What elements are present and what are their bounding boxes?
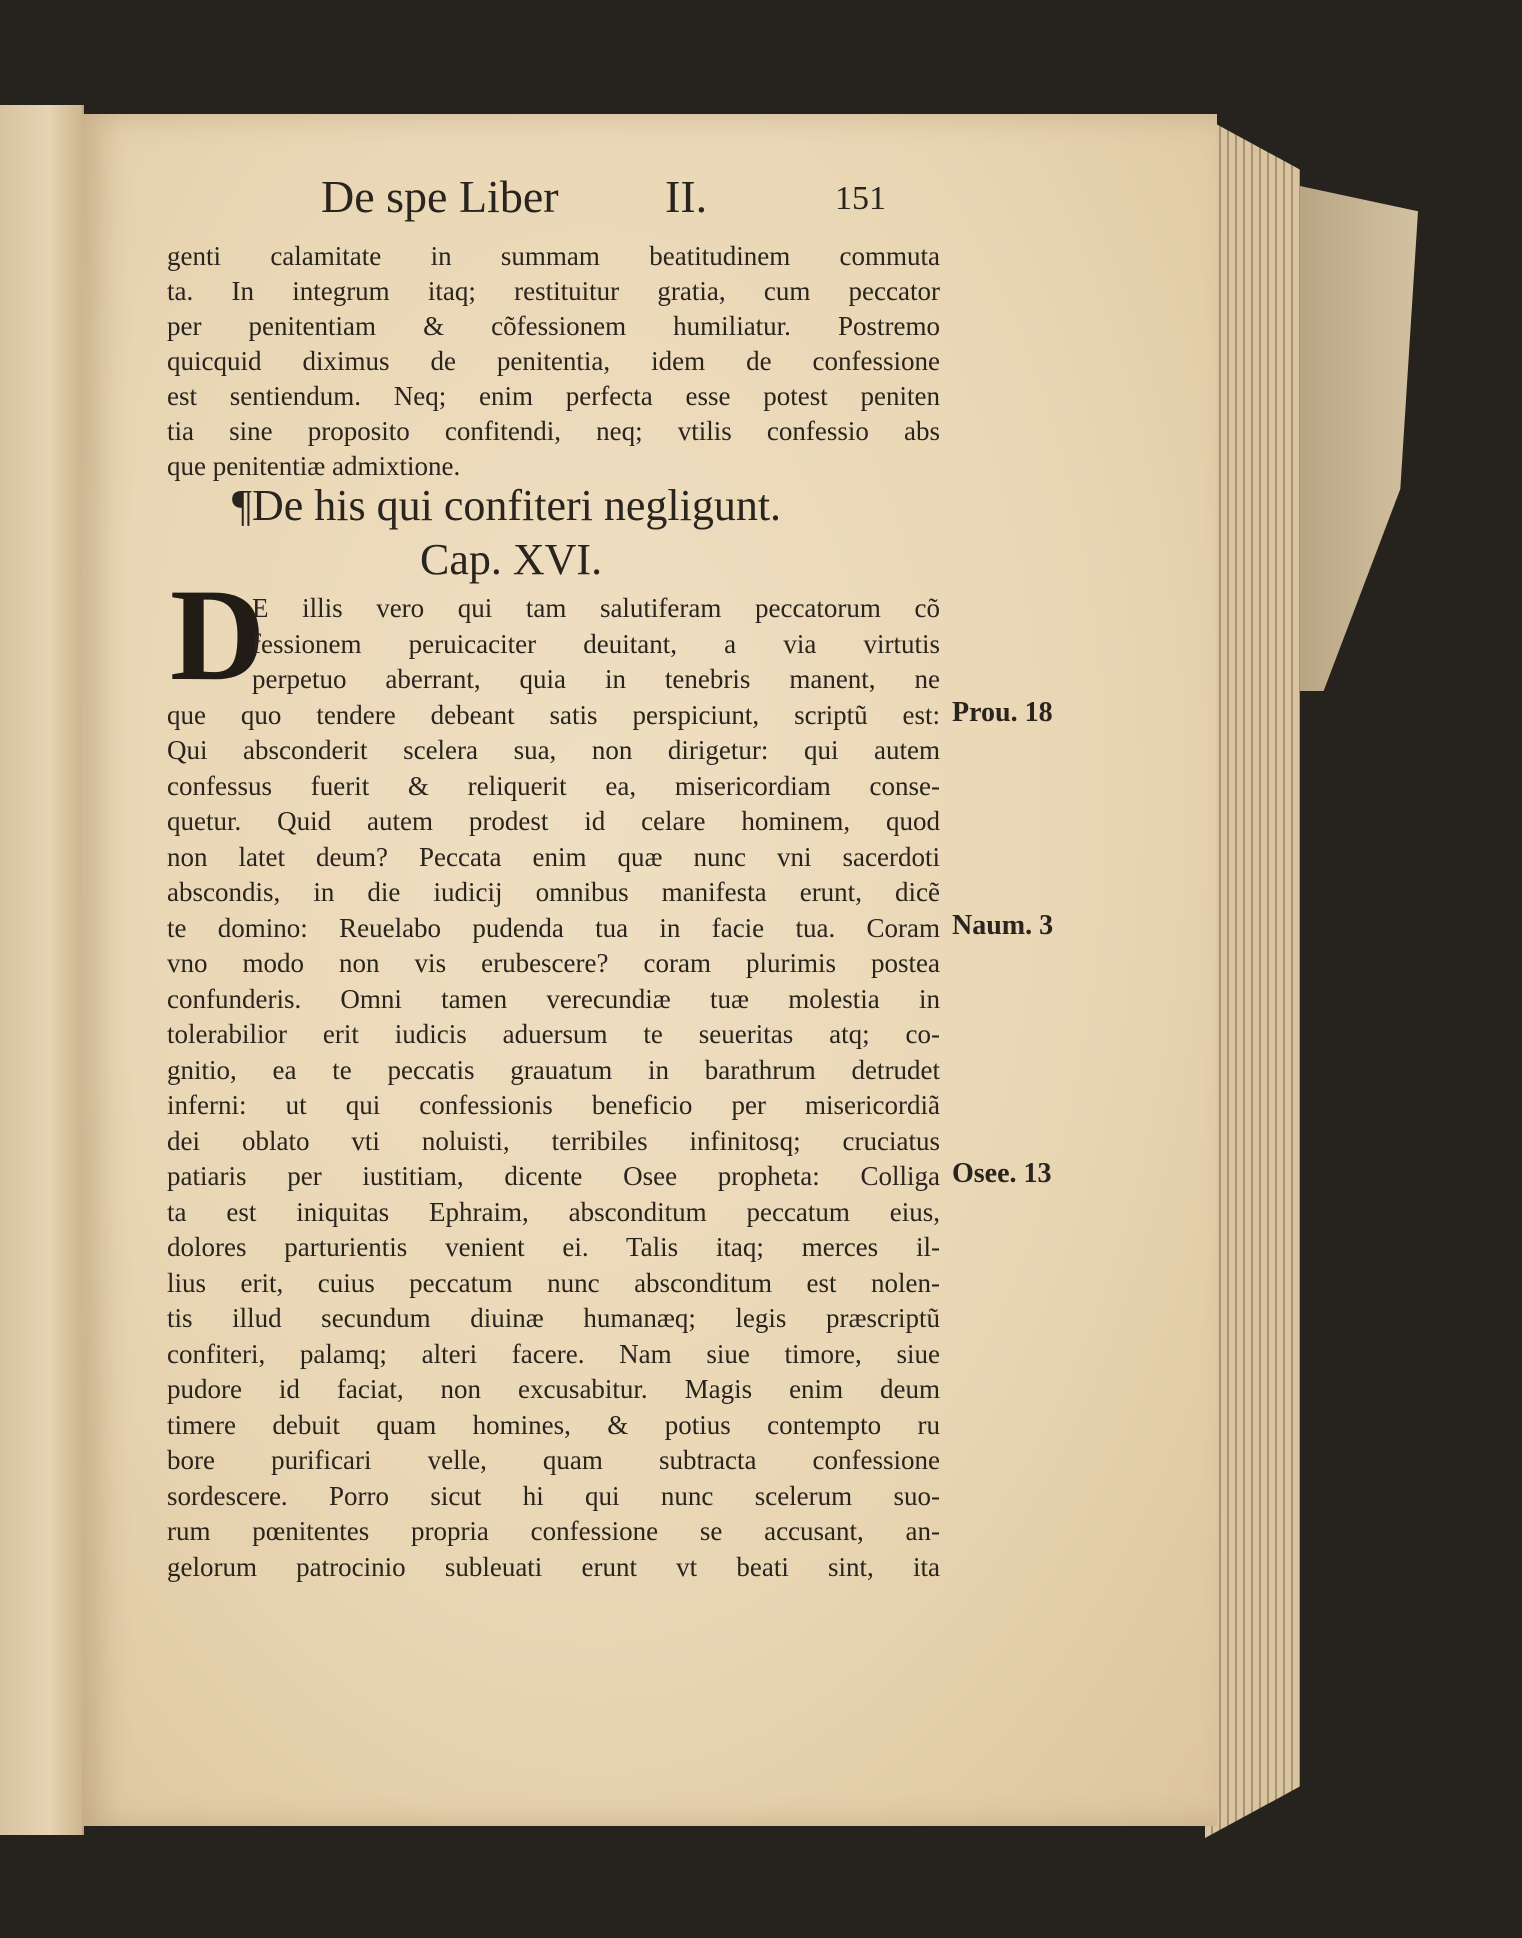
text-line: perpetuo aberrant, quia in tenebris manent, ne: [252, 664, 940, 694]
section-title-text: De his qui confiteri negligunt.: [251, 481, 782, 530]
text-line: confessus fuerit & reliquerit ea, misericordiam conse-: [167, 770, 940, 801]
paper-tab: [1300, 186, 1418, 691]
text-line: per penitentiam & cõfessionem humiliatur. Postremo: [167, 311, 940, 341]
text-line: gnitio, ea te peccatis grauatum in barathrum detrudet: [167, 1054, 940, 1085]
text-line: dei oblato vti noluisti, terribiles infinitosq; cruciatus: [167, 1125, 940, 1156]
text-line: est sentiendum. Neq; enim perfecta esse potest peniten: [167, 381, 940, 411]
text-line: tolerabilior erit iudicis aduersum te seueritas atq; co-: [167, 1019, 940, 1049]
book-number: II.: [665, 171, 708, 222]
page-edges: [1205, 118, 1300, 1838]
text-line: E illis vero qui tam salutiferam peccatorum cõ: [252, 593, 940, 623]
text-line: confiteri, palamq; alteri facere. Nam siue timore, siue: [167, 1338, 940, 1369]
running-title: De spe Liber: [321, 171, 559, 222]
text-line: lius erit, cuius peccatum nunc absconditum est nolen-: [167, 1267, 940, 1298]
text-line: sordescere. Porro sicut hi qui nunc scelerum suo-: [167, 1480, 940, 1511]
text-line: confunderis. Omni tamen verecundiæ tuæ molestia in: [167, 983, 940, 1014]
chapter-number: Cap. XVI.: [420, 535, 603, 584]
text-line: tis illud secundum diuinæ humanæq; legis præscriptũ: [167, 1303, 940, 1333]
text-line: ta est iniquitas Ephraim, absconditum peccatum eius,: [167, 1196, 940, 1227]
pilcrow-icon: ¶: [232, 481, 252, 530]
facing-left-page: [0, 105, 84, 1835]
text-line: quetur. Quid autem prodest id celare hominem, quod: [167, 806, 940, 836]
section-title: [232, 480, 781, 531]
text-line: dolores parturientis venient ei. Talis itaq; merces il-: [167, 1232, 940, 1262]
text-line: rum pœnitentes propria confessione se accusant, an-: [167, 1516, 940, 1546]
marginal-note: Prou. 18: [952, 696, 1053, 728]
text-line: genti calamitate in summam beatitudinem commuta: [167, 241, 940, 271]
text-line: que quo tendere debeant satis perspiciunt, scriptũ est:: [167, 699, 940, 730]
text-line: inferni: ut qui confessionis beneficio per misericordiã: [167, 1090, 940, 1120]
text-line: tia sine proposito confitendi, neq; vtilis confessio abs: [167, 416, 940, 446]
page-number: 151: [835, 180, 886, 217]
text-line: patiaris per iustitiam, dicente Osee propheta: Colliga: [167, 1161, 940, 1191]
marginal-note: Naum. 3: [952, 909, 1054, 941]
text-line: que penitentiæ admixtione.: [167, 451, 461, 481]
text-line: non latet deum? Peccata enim quæ nunc vni sacerdoti: [167, 841, 940, 872]
text-line: gelorum patrocinio subleuati erunt vt beati sint, ita: [167, 1551, 940, 1582]
text-line: pudore id faciat, non excusabitur. Magis enim deum: [167, 1374, 940, 1404]
text-line: fessionem peruicaciter deuitant, a via virtutis: [252, 628, 940, 659]
text-line: te domino: Reuelabo pudenda tua in facie tua. Coram: [167, 912, 940, 943]
text-line: vno modo non vis erubescere? coram plurimis postea: [167, 948, 940, 978]
text-line: abscondis, in die iudicij omnibus manifesta erunt, dicẽ: [167, 877, 940, 907]
text-line: timere debuit quam homines, & potius contempto ru: [167, 1409, 940, 1440]
marginal-note: Osee. 13: [952, 1158, 1052, 1189]
text-line: Qui absconderit scelera sua, non dirigetur: qui autem: [167, 735, 940, 765]
text-line: ta. In integrum itaq; restituitur gratia, cum peccator: [167, 276, 940, 306]
text-line: bore purificari velle, quam subtracta confessione: [167, 1445, 940, 1475]
drop-cap: D: [170, 561, 266, 708]
text-line: quicquid diximus de penitentia, idem de confessione: [167, 346, 940, 376]
